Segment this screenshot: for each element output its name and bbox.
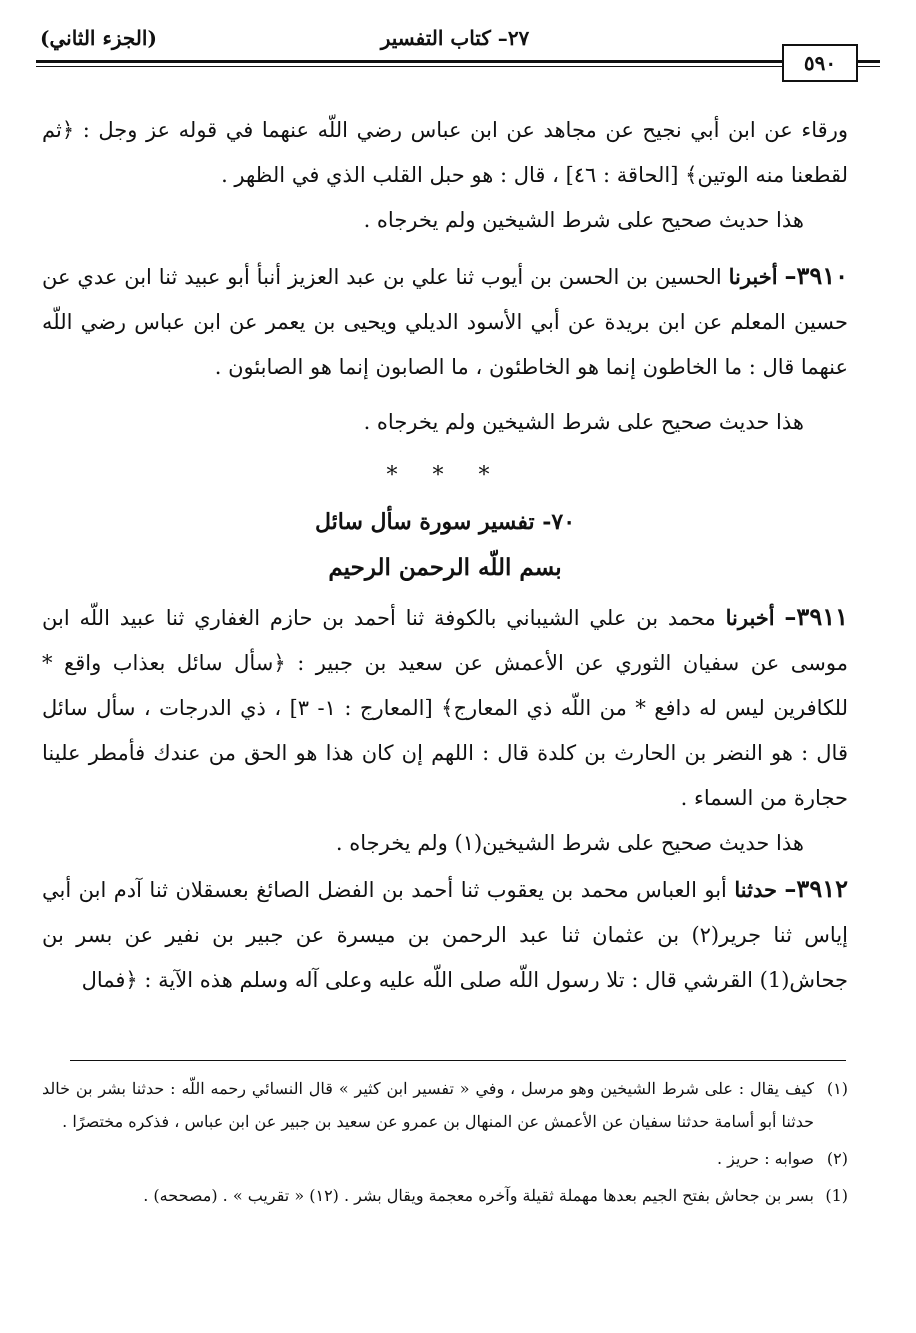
hadith-text: الحسين بن الحسن بن أيوب ثنا علي بن عبد العزيز أنبأ أبو عبيد ثنا ابن عدي عن حسين المعلم عن ابن بريدة عن أبي الأسود الديلي ويحيى بن يعمر عن ابن عباس رضي اللّه عنهما قال : ما الخاطون إنما هو الخاطئون ، ما الصابون إنما هو الصابئون .: [42, 265, 848, 379]
footnote-text: صوابه : حريز .: [716, 1149, 814, 1168]
hadith-grade: هذا حديث صحيح على شرط الشيخين(١) ولم يخرجاه .: [335, 831, 804, 855]
volume-label: (الجزء الثاني): [40, 26, 157, 50]
chapter-title: ٢٧– كتاب التفسير: [380, 26, 530, 50]
footnote: [42, 1179, 848, 1212]
footnotes: [42, 1072, 848, 1212]
header-rule-thin: [36, 66, 880, 67]
hadith-3910: [42, 253, 848, 390]
hadith-text: أبو العباس محمد بن يعقوب ثنا أحمد بن الفضل الصائغ بعسقلان ثنا آدم ابن أبي إياس ثنا جرير(٢) بن عثمان ثنا عبد الرحمن بن ميسرة عن جبير بن نفير عن بسر بن جحاش(1) القرشي قال : تلا رسول اللّه صلى اللّه عليه وعلى آله وسلم هذه الآية : ﴿فمال: [42, 878, 848, 992]
hadith-3911: [42, 594, 848, 821]
hadith-grade: هذا حديث صحيح على شرط الشيخين ولم يخرجاه .: [363, 208, 804, 232]
hadith-3912: [42, 866, 848, 1003]
page-number-box: ٥٩٠: [782, 44, 858, 82]
footnote-number: (١): [826, 1079, 848, 1098]
hadith-text: محمد بن علي الشيباني بالكوفة ثنا أحمد بن حازم الغفاري ثنا عبيد اللّه ابن موسى عن سفيان الثوري عن الأعمش عن سعيد بن جبير : ﴿سأل سائل بعذاب واقع * للكافرين ليس له دافع * من اللّه ذي المعارج﴾ [المعارج : ١- ٣] ، ذي الدرجات ، سأل سائل قال : هو النضر بن الحارث بن كلدة قال : اللهم إن كان هذا هو الحق من عندك فأمطر علينا حجارة من السماء .: [42, 606, 848, 810]
hadith-number: ٣٩١٢–: [784, 874, 848, 903]
footnote-separator: [70, 1060, 846, 1061]
main-text: [42, 108, 848, 1003]
paragraph-continuation: ورقاء عن ابن أبي نجيح عن مجاهد عن ابن عباس رضي اللّه عنهما في قوله عز وجل : ﴿ثم لقطعنا منه الوتين﴾ [الحاقة : ٤٦] ، قال : هو حبل القلب الذي في الظهر .: [42, 118, 848, 187]
narration-keyword: حدثنا: [734, 877, 777, 902]
narration-keyword: أخبرنا: [725, 605, 775, 630]
footnote-text: كيف يقال : على شرط الشيخين وهو مرسل ، وفي « تفسير ابن كثير » قال النسائي رحمه اللّه : حدثنا بشر بن خالد حدثنا أبو أسامة حدثنا سفيان عن الأعمش عن المنهال بن عمرو عن سعيد بن جبير عن ابن عباس ، فذكره مختصرًا .: [42, 1079, 814, 1131]
hadith-number: ٣٩١١–: [784, 602, 848, 631]
footnote-number: (1): [825, 1186, 848, 1205]
footnote: [42, 1072, 848, 1138]
footnote: [42, 1142, 848, 1175]
header-rule-thick: [36, 60, 880, 63]
surah-heading: ٧٠- تفسير سورة سأل سائل: [314, 509, 576, 535]
hadith-grade: هذا حديث صحيح على شرط الشيخين ولم يخرجاه .: [363, 410, 804, 434]
hadith-number: ٣٩١٠–: [784, 261, 848, 290]
footnote-number: (٢): [826, 1149, 848, 1168]
section-separator: * * *: [386, 463, 504, 488]
basmala: بسم اللّه الرحمن الرحيم: [328, 554, 562, 581]
narration-keyword: أخبرنا: [728, 264, 778, 289]
footnote-text: بسر بن جحاش بفتح الجيم بعدها مهملة ثقيلة وآخره معجمة ويقال بشر . (١٢) « تقريب » . (مصححه) .: [143, 1186, 814, 1205]
